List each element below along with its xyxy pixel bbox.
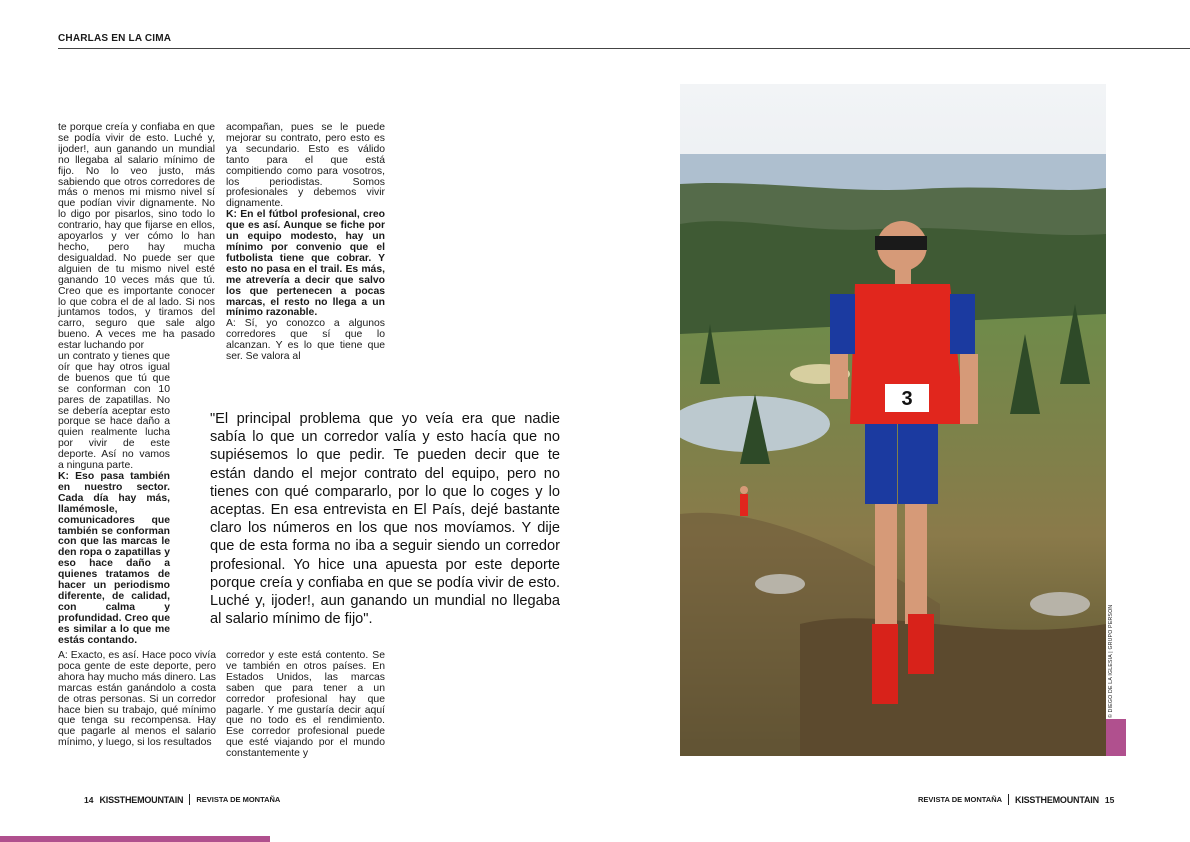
footer-divider — [1008, 794, 1009, 805]
column-text: corredor y este está contento. Se ve también en otros países. En Estados Unidos, las marcas saben que para tener a un corredor profesional hay que pagarle. Y me gustaría decir aquí que no todo es el rendimiento. Ese corredor profesional puede que esté viajando por el mundo constantemente y — [226, 650, 385, 760]
page-number: 14 — [84, 794, 94, 805]
header-rule — [58, 48, 1190, 49]
column-text: un contrato y tienes que oír que hay otros igual de buenos que tú que se conforman con 10 pares de zapatillas. No se debería aceptar esto porque se hace daño a quien realmente lucha por vivir de este deporte. Así no vamos a ninguna parte. — [58, 351, 170, 472]
accent-bar — [0, 836, 270, 842]
runner-photo — [680, 84, 1106, 756]
magazine-brand: KISSTHEMOUNTAIN — [99, 794, 184, 805]
column-top-mid — [226, 123, 385, 363]
column-bottom-mid — [226, 651, 385, 760]
column-bottom-left — [58, 651, 216, 749]
page-number: 15 — [1104, 794, 1115, 805]
interviewer-question: K: Eso pasa también en nuestro sector. Cada día hay más, llamémosle, comunicadores que también se conforman con que las marcas le den ropa o zapatillas y eso hace daño a quienes tratamos de hacer un periodismo diferente, de calidad, con calma y profundidad. Creo que es similar a lo que me estás contando. — [58, 470, 170, 646]
column-text: te porque creía y confiaba en que se podía vivir de esto. Luché y, ijoder!, aun ganando un mundial no llegaba al salario mínimo de fijo. No lo veo justo, más sabiendo que otros corredores de más o menos mi mismo nivel sí que podían vivir dignamente. No lo digo por pisarlos, sino todo lo contrario, hay que fijarse en ellos, apoyarlos y ver cómo lo han hecho, pero hay mucha desigualdad. No puede ser que alguien de tu mismo nivel esté ganando 10 veces más que tú. Creo que es importante conocer lo que cobra el de al lado. Si nos juntamos todos, y tiramos del carro, seguro que sale algo bueno. A veces me ha pasado estar luchando por — [58, 122, 215, 352]
bib-number: 3 — [901, 388, 913, 410]
column-narrow-left — [58, 352, 170, 646]
footer-left — [84, 794, 280, 805]
magazine-subtitle: REVISTA DE MONTAÑA — [196, 795, 281, 804]
magazine-subtitle: REVISTA DE MONTAÑA — [918, 795, 1003, 804]
column-text: A: Sí, yo conozco a algunos corredores que sí que lo alcanzan. Y es lo que tiene que ser. Se valora al — [226, 318, 385, 363]
column-text: A: Exacto, es así. Hace poco vivía poca gente de este deporte, pero ahora hay mucho más dinero. Las marcas están ganándolo a costa de otras personas. Si un corredor hace bien su trabajo, qué mínimo que tenga su recompensa. Hay que pagarle al menos el salario mínimo, y luego, si los resultados — [58, 650, 216, 749]
photo-credit: © DIEGO DE LA IGLESIA | GRUPO PERSON — [1108, 604, 1114, 718]
section-label: CHARLAS EN LA CIMA — [58, 33, 172, 44]
column-text: acompañan, pues se le puede mejorar su contrato, pero esto es ya secundario. Esto es válido tanto para el que está compitiendo como para vosotros, los periodistas. Somos profesionales y debemos vivir dignamente. — [226, 122, 385, 210]
magazine-brand: KISSTHEMOUNTAIN — [1015, 794, 1099, 805]
column-top-left — [58, 123, 215, 352]
footer-right — [918, 794, 1114, 805]
accent-tab — [1106, 719, 1126, 756]
interviewer-question: K: En el fútbol profesional, creo que es así. Aunque se fiche por un equipo modesto, hay un mínimo por convenio que el futbolista tiene que cobrar. Y esto no pasa en el trail. Es más, me atrevería a decir que salvo los que pertenecen a pocas marcas, el resto no llega a un mínimo razonable. — [226, 209, 385, 319]
footer-divider — [189, 794, 190, 805]
pull-quote: "El principal problema que yo veía era que nadie sabía lo que un corredor valía y esto hacía que no supiésemos lo que pedir. Te pueden decir que te están dando el mejor contrato del equipo, pero no tienes con qué compararlo, por lo que lo coges y lo aceptas. En esa entrevista en El País, dejé bastante claro los números en los que nos movíamos. Y dije que de esta forma no iba a seguir siendo un corredor profesional. Yo hice una apuesta por este deporte porque creía y confiaba en que se podía vivir de esto. Luché y, ijoder!, aun ganando un mundial no llegaba al salario mínimo de fijo". — [210, 411, 560, 628]
